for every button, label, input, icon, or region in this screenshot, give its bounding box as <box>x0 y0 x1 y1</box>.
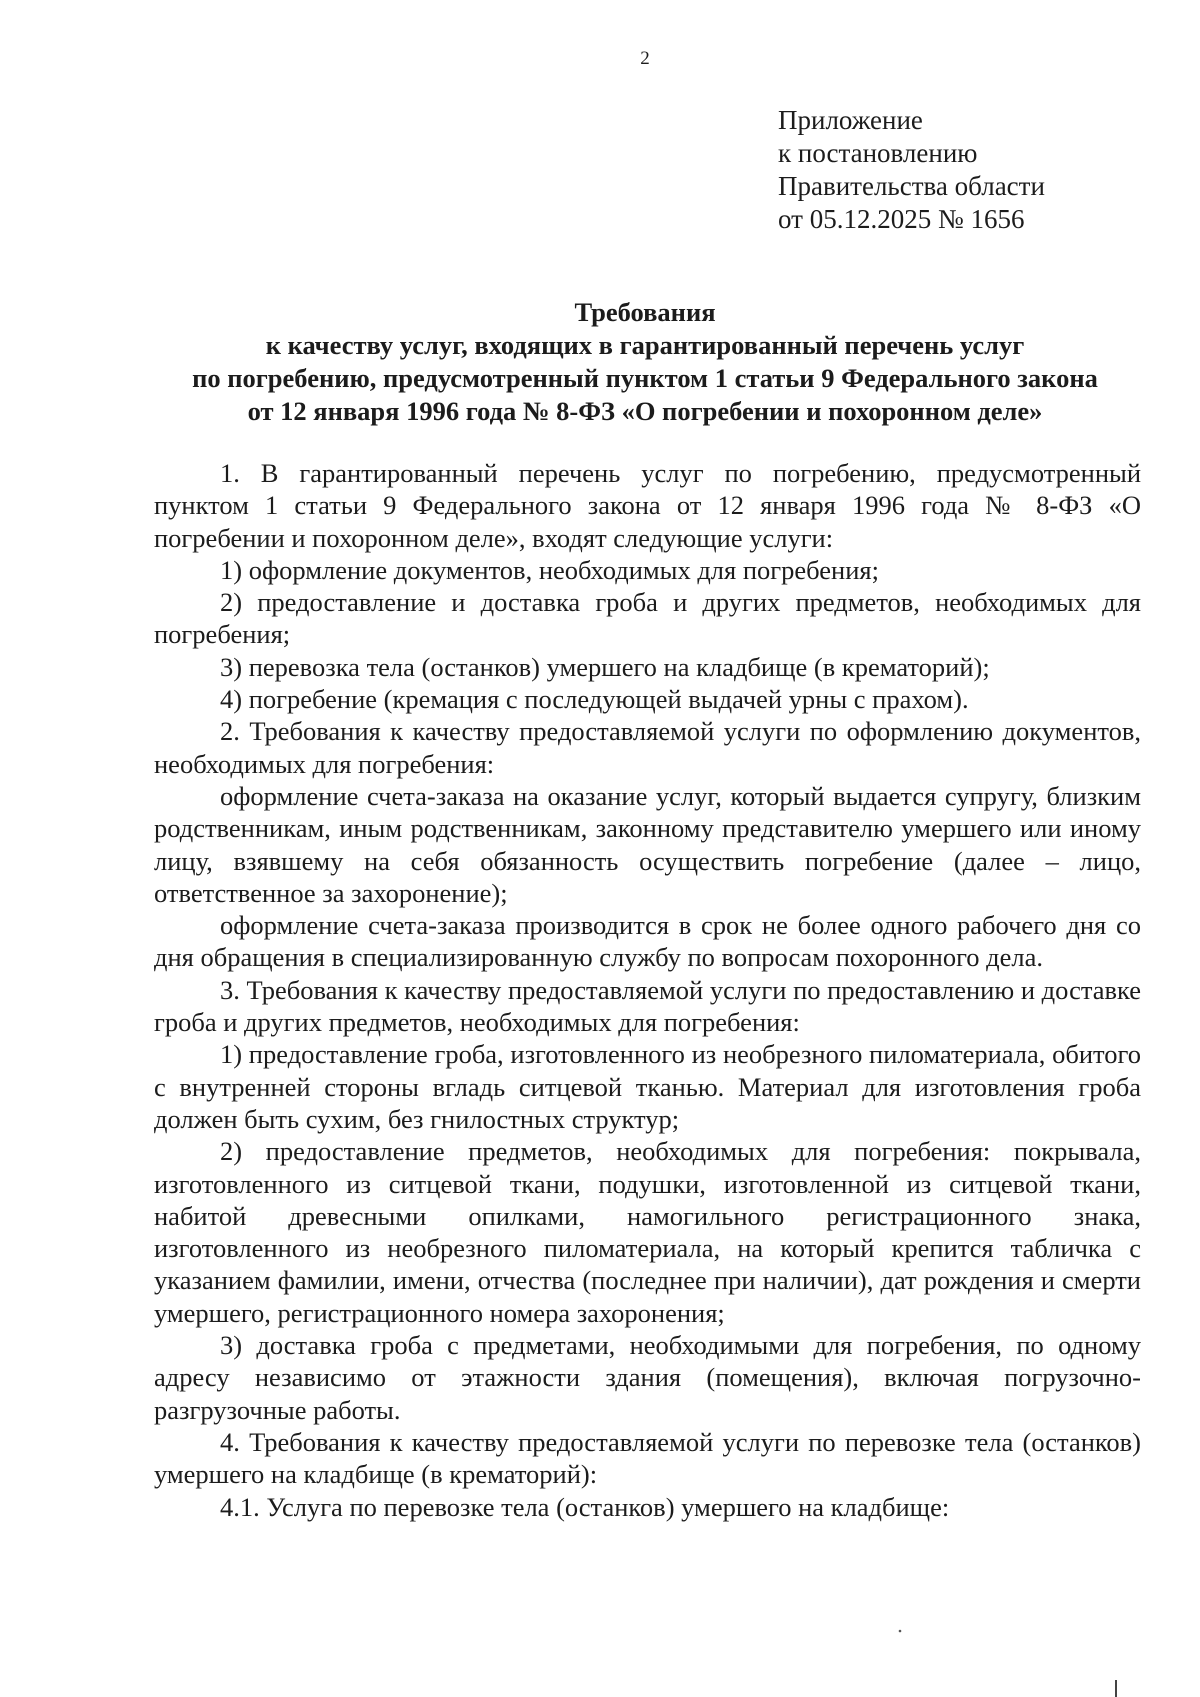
paragraph: 3) перевозка тела (останков) умершего на кладбище (в крематорий); <box>220 651 990 682</box>
appendix-line: к постановлению <box>778 138 978 168</box>
paragraph: 1) предоставление гроба, изготовленного из необрезного пиломатериала, обитого с внутренней стороны вгладь ситцевой тканью. Материал для изготовления гроба должен быть сухим, без гнилостных структур; <box>154 1039 1141 1134</box>
scan-edge-mark <box>1115 1680 1117 1697</box>
paragraph: 3. Требования к качеству предоставляемой услуги по предоставлению и доставке гроба и других предметов, необходимых для погребения: <box>154 974 1141 1038</box>
appendix-line: от 05.12.2025 № 1656 <box>778 204 1025 234</box>
paragraph: оформление счета-заказа производится в срок не более одного рабочего дня со дня обращения в специализированную службу по вопросам похоронного дела. <box>154 910 1141 973</box>
title-line: по погребению, предусмотренный пунктом 1 статьи 9 Федерального закона <box>192 363 1098 393</box>
appendix-note <box>778 104 1158 236</box>
paragraph: 2) предоставление предметов, необходимых для погребения: покрывала, изготовленного из ситцевой ткани, подушки, изготовленной из ситцевой ткани, набитой древесными опилками, намогильного регистрационного знака, изготовленного из необрезного пиломатериала, на который крепится табличка с указанием фамилии, имени, отчества (последнее при наличии), дат рождения и смерти умершего, регистрационного номера захоронения; <box>154 1136 1141 1328</box>
appendix-line: Приложение <box>778 105 923 135</box>
paragraph: 3) доставка гроба с предметами, необходимыми для погребения, по одному адресу независимо от этажности здания (помещения), включая погрузочно-разгрузочные работы. <box>154 1330 1141 1425</box>
paragraph: 1) оформление документов, необходимых для погребения; <box>220 554 879 585</box>
title-line: Требования <box>574 297 716 327</box>
document-title <box>150 296 1140 428</box>
scan-speck <box>899 1630 902 1633</box>
document-body <box>154 457 1141 1523</box>
paragraph: 2. Требования к качеству предоставляемой услуги по оформлению документов, необходимых для погребения: <box>154 716 1141 779</box>
title-line: к качеству услуг, входящих в гарантированный перечень услуг <box>265 330 1025 360</box>
paragraph: 4.1. Услуга по перевозке тела (останков) умершего на кладбище: <box>220 1491 950 1522</box>
title-line: от 12 января 1996 года № 8-ФЗ «О погребении и похоронном деле» <box>247 396 1043 426</box>
appendix-line: Правительства области <box>778 171 1045 201</box>
paragraph: 4. Требования к качеству предоставляемой услуги по перевозке тела (останков) умершего на кладбище (в крематорий): <box>154 1426 1141 1490</box>
paragraph: 2) предоставление и доставка гроба и других предметов, необходимых для погребения; <box>154 587 1141 650</box>
paragraph: оформление счета-заказа на оказание услуг, который выдается супругу, близким родственникам, иным родственникам, законному представителю умершего или иному лицу, взявшему на себя обязанность осуществить погребение (далее – лицо, ответственное за захоронение); <box>154 780 1141 908</box>
paragraph: 4) погребение (кремация с последующей выдачей урны с прахом). <box>220 684 969 715</box>
paragraph: 1. В гарантированный перечень услуг по погребению, предусмотренный пунктом 1 статьи 9 Федерального закона от 12 января 1996 года № 8-ФЗ «О погребении и похоронном деле», входят следующие услуги: <box>154 458 1141 553</box>
page-number: 2 <box>640 48 650 69</box>
